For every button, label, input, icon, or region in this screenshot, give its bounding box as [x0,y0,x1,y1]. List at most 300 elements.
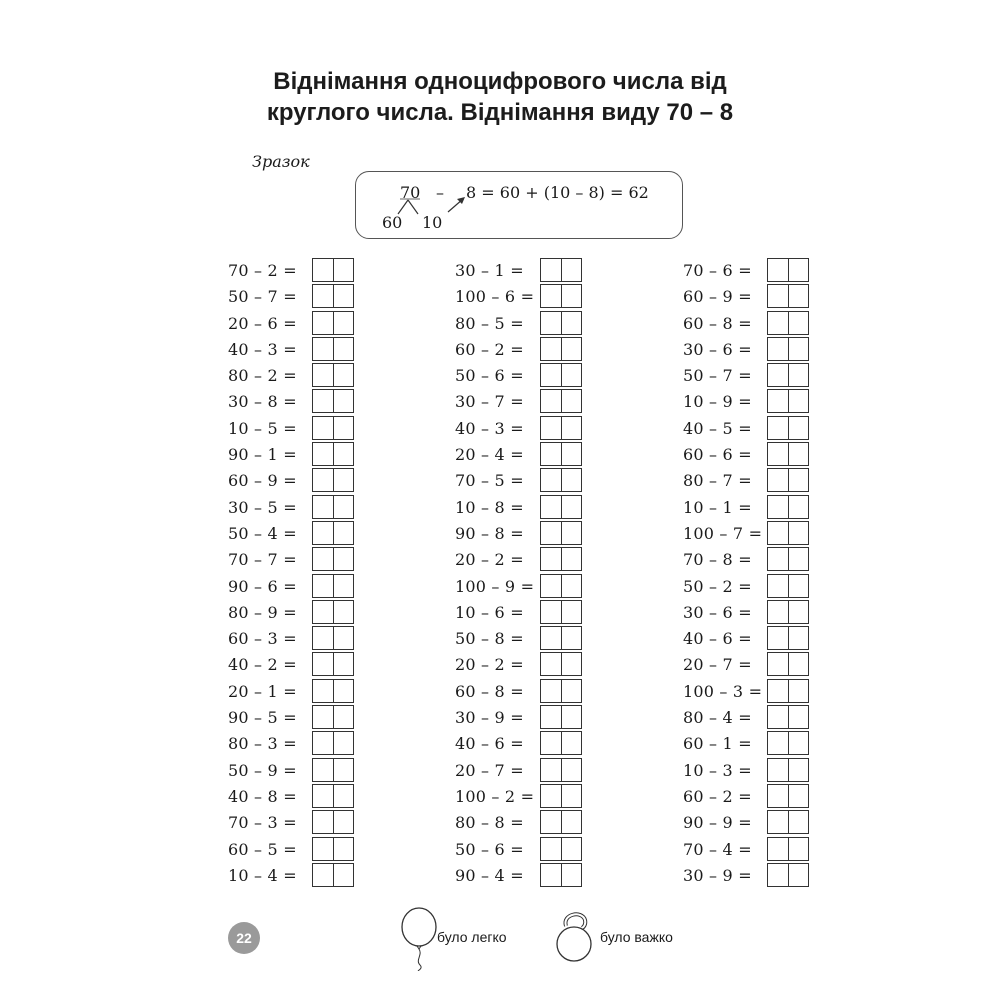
answer-boxes[interactable] [540,416,582,440]
title-line-1: Віднімання одноцифрового числа від [273,68,727,95]
exercise-row [683,495,923,521]
answer-boxes[interactable] [767,389,809,413]
answer-digit-box[interactable] [789,338,809,360]
answer-boxes[interactable] [767,863,809,887]
answer-boxes[interactable] [312,758,354,782]
answer-boxes[interactable] [767,258,809,282]
answer-digit-box[interactable] [334,680,354,702]
exercise-row [683,258,923,284]
exercise-row [683,442,923,468]
answer-boxes[interactable] [540,600,582,624]
answer-digit-box[interactable] [541,417,562,439]
answer-digit-box[interactable] [562,443,582,465]
answer-digit-box[interactable] [541,680,562,702]
answer-digit-box[interactable] [789,811,809,833]
answer-digit-box[interactable] [313,575,334,597]
exercise-expression: 20 – 2 = [455,550,524,570]
exercise-row [228,784,468,810]
answer-digit-box[interactable] [313,469,334,491]
answer-digit-box[interactable] [562,680,582,702]
exercise-row [455,389,695,415]
exercise-expression: 100 – 9 = [455,576,535,596]
answer-digit-box[interactable] [334,785,354,807]
answer-digit-box[interactable] [313,627,334,649]
answer-digit-box[interactable] [768,864,789,886]
answer-digit-box[interactable] [768,285,789,307]
answer-boxes[interactable] [767,521,809,545]
exercise-row [683,547,923,573]
answer-digit-box[interactable] [789,838,809,860]
answer-digit-box[interactable] [562,390,582,412]
answer-digit-box[interactable] [768,548,789,570]
answer-boxes[interactable] [540,363,582,387]
answer-digit-box[interactable] [313,706,334,728]
exercise-row [228,284,468,310]
answer-digit-box[interactable] [562,312,582,334]
answer-digit-box[interactable] [313,259,334,281]
answer-boxes[interactable] [540,521,582,545]
exercise-row [455,363,695,389]
exercise-expression: 60 – 2 = [455,339,524,359]
answer-digit-box[interactable] [541,785,562,807]
answer-digit-box[interactable] [768,338,789,360]
answer-digit-box[interactable] [768,575,789,597]
answer-boxes[interactable] [540,337,582,361]
answer-digit-box[interactable] [789,417,809,439]
answer-digit-box[interactable] [768,627,789,649]
exercise-expression: 70 – 7 = [228,550,297,570]
answer-boxes[interactable] [540,495,582,519]
answer-digit-box[interactable] [541,522,562,544]
answer-boxes[interactable] [312,468,354,492]
answer-boxes[interactable] [767,626,809,650]
answer-boxes[interactable] [312,363,354,387]
answer-boxes[interactable] [312,784,354,808]
answer-digit-box[interactable] [334,864,354,886]
exercise-row [455,679,695,705]
answer-digit-box[interactable] [541,259,562,281]
exercise-row [683,389,923,415]
answer-digit-box[interactable] [562,627,582,649]
answer-digit-box[interactable] [562,338,582,360]
answer-digit-box[interactable] [768,838,789,860]
exercise-row [455,442,695,468]
answer-digit-box[interactable] [334,706,354,728]
exercise-row [228,547,468,573]
answer-digit-box[interactable] [313,601,334,623]
answer-digit-box[interactable] [562,259,582,281]
answer-digit-box[interactable] [562,601,582,623]
answer-digit-box[interactable] [562,785,582,807]
answer-boxes[interactable] [540,626,582,650]
answer-digit-box[interactable] [768,496,789,518]
answer-digit-box[interactable] [768,653,789,675]
sample-minus: – [436,183,444,202]
answer-boxes[interactable] [767,311,809,335]
exercise-expression: 60 – 9 = [683,287,752,307]
answer-digit-box[interactable] [334,338,354,360]
exercise-row [228,705,468,731]
answer-digit-box[interactable] [562,548,582,570]
answer-digit-box[interactable] [768,469,789,491]
answer-digit-box[interactable] [768,312,789,334]
answer-boxes[interactable] [767,600,809,624]
answer-boxes[interactable] [767,468,809,492]
answer-boxes[interactable] [767,363,809,387]
exercise-expression: 50 – 6 = [455,366,524,386]
exercise-expression: 80 – 4 = [683,708,752,728]
answer-digit-box[interactable] [789,601,809,623]
exercise-expression: 40 – 6 = [683,629,752,649]
exercise-row [455,863,695,889]
exercise-row [455,810,695,836]
answer-boxes[interactable] [767,837,809,861]
answer-boxes[interactable] [312,731,354,755]
answer-boxes[interactable] [312,810,354,834]
exercise-expression: 90 – 1 = [228,445,297,465]
sample-box [355,171,683,239]
answer-digit-box[interactable] [313,680,334,702]
answer-digit-box[interactable] [541,759,562,781]
answer-digit-box[interactable] [562,285,582,307]
answer-boxes[interactable] [540,758,582,782]
answer-digit-box[interactable] [789,390,809,412]
answer-digit-box[interactable] [334,522,354,544]
answer-digit-box[interactable] [541,469,562,491]
exercise-row [228,810,468,836]
exercise-row [683,679,923,705]
exercise-expression: 50 – 6 = [455,839,524,859]
answer-digit-box[interactable] [541,653,562,675]
answer-digit-box[interactable] [334,575,354,597]
answer-digit-box[interactable] [313,312,334,334]
answer-digit-box[interactable] [768,259,789,281]
exercise-row [455,416,695,442]
answer-boxes[interactable] [767,574,809,598]
exercise-row [228,626,468,652]
answer-boxes[interactable] [767,705,809,729]
answer-digit-box[interactable] [541,838,562,860]
answer-digit-box[interactable] [541,338,562,360]
answer-boxes[interactable] [767,784,809,808]
exercise-row [228,311,468,337]
exercise-expression: 10 – 3 = [683,760,752,780]
answer-digit-box[interactable] [562,811,582,833]
answer-digit-box[interactable] [334,364,354,386]
answer-boxes[interactable] [540,679,582,703]
answer-digit-box[interactable] [768,680,789,702]
answer-digit-box[interactable] [789,653,809,675]
answer-boxes[interactable] [312,337,354,361]
answer-boxes[interactable] [540,652,582,676]
exercise-row [683,363,923,389]
answer-digit-box[interactable] [313,785,334,807]
exercise-expression: 80 – 9 = [228,602,297,622]
answer-boxes[interactable] [767,337,809,361]
exercise-expression: 20 – 6 = [228,313,297,333]
answer-digit-box[interactable] [789,312,809,334]
exercise-row [683,784,923,810]
answer-digit-box[interactable] [768,759,789,781]
answer-digit-box[interactable] [768,601,789,623]
answer-digit-box[interactable] [541,548,562,570]
answer-boxes[interactable] [767,442,809,466]
answer-boxes[interactable] [540,311,582,335]
answer-digit-box[interactable] [334,601,354,623]
answer-digit-box[interactable] [789,680,809,702]
answer-boxes[interactable] [312,600,354,624]
exercise-row [683,837,923,863]
answer-digit-box[interactable] [562,838,582,860]
exercise-row [455,547,695,573]
answer-boxes[interactable] [540,863,582,887]
answer-digit-box[interactable] [562,732,582,754]
answer-digit-box[interactable] [562,575,582,597]
answer-boxes[interactable] [767,284,809,308]
answer-digit-box[interactable] [562,522,582,544]
answer-boxes[interactable] [540,705,582,729]
answer-digit-box[interactable] [334,417,354,439]
answer-digit-box[interactable] [334,259,354,281]
exercise-row [683,810,923,836]
answer-digit-box[interactable] [789,496,809,518]
answer-digit-box[interactable] [313,364,334,386]
answer-boxes[interactable] [312,626,354,650]
exercise-expression: 70 – 2 = [228,261,297,280]
exercise-row [683,705,923,731]
answer-digit-box[interactable] [789,759,809,781]
exercise-expression: 40 – 8 = [228,786,297,806]
answer-digit-box[interactable] [562,864,582,886]
answer-digit-box[interactable] [313,390,334,412]
answer-digit-box[interactable] [541,285,562,307]
answer-digit-box[interactable] [334,838,354,860]
answer-digit-box[interactable] [313,653,334,675]
exercise-expression: 50 – 7 = [228,287,297,307]
exercise-expression: 30 – 9 = [455,708,524,728]
answer-digit-box[interactable] [789,785,809,807]
answer-digit-box[interactable] [789,864,809,886]
answer-digit-box[interactable] [789,285,809,307]
answer-boxes[interactable] [312,574,354,598]
answer-boxes[interactable] [312,521,354,545]
answer-digit-box[interactable] [562,653,582,675]
answer-digit-box[interactable] [313,548,334,570]
exercise-expression: 100 – 6 = [455,287,535,307]
exercise-row [683,626,923,652]
answer-digit-box[interactable] [541,732,562,754]
exercise-row [683,468,923,494]
answer-digit-box[interactable] [768,443,789,465]
exercise-row [455,284,695,310]
answer-digit-box[interactable] [334,627,354,649]
answer-boxes[interactable] [312,705,354,729]
exercise-column-1 [228,258,468,889]
answer-boxes[interactable] [540,468,582,492]
answer-digit-box[interactable] [313,443,334,465]
answer-digit-box[interactable] [562,496,582,518]
exercise-expression: 80 – 8 = [455,813,524,833]
answer-digit-box[interactable] [541,390,562,412]
answer-boxes[interactable] [767,679,809,703]
answer-digit-box[interactable] [334,548,354,570]
answer-boxes[interactable] [767,810,809,834]
exercise-expression: 30 – 7 = [455,392,524,412]
answer-digit-box[interactable] [541,496,562,518]
answer-digit-box[interactable] [313,338,334,360]
answer-boxes[interactable] [312,284,354,308]
answer-boxes[interactable] [767,652,809,676]
answer-digit-box[interactable] [334,443,354,465]
answer-boxes[interactable] [540,810,582,834]
answer-digit-box[interactable] [768,417,789,439]
exercise-expression: 10 – 5 = [228,418,297,438]
exercise-expression: 60 – 2 = [683,786,752,806]
answer-digit-box[interactable] [313,732,334,754]
answer-boxes[interactable] [540,258,582,282]
answer-boxes[interactable] [312,389,354,413]
answer-digit-box[interactable] [541,575,562,597]
exercise-expression: 100 – 3 = [683,681,763,701]
answer-digit-box[interactable] [334,469,354,491]
answer-digit-box[interactable] [334,759,354,781]
answer-digit-box[interactable] [334,811,354,833]
answer-digit-box[interactable] [768,522,789,544]
answer-boxes[interactable] [312,311,354,335]
answer-digit-box[interactable] [541,443,562,465]
exercise-expression: 30 – 9 = [683,865,752,885]
answer-digit-box[interactable] [541,364,562,386]
answer-boxes[interactable] [767,758,809,782]
answer-digit-box[interactable] [768,390,789,412]
answer-boxes[interactable] [540,837,582,861]
exercise-expression: 60 – 8 = [683,313,752,333]
sample-minuend: 70 [400,183,421,202]
exercise-row [683,521,923,547]
answer-boxes[interactable] [312,837,354,861]
answer-digit-box[interactable] [768,732,789,754]
exercise-row [455,258,695,284]
exercise-expression: 70 – 5 = [455,471,524,491]
answer-digit-box[interactable] [313,811,334,833]
answer-boxes[interactable] [767,731,809,755]
answer-digit-box[interactable] [334,312,354,334]
answer-digit-box[interactable] [334,390,354,412]
answer-digit-box[interactable] [334,285,354,307]
answer-digit-box[interactable] [789,548,809,570]
page-title [200,66,800,128]
answer-digit-box[interactable] [789,732,809,754]
answer-digit-box[interactable] [541,312,562,334]
answer-digit-box[interactable] [562,417,582,439]
answer-digit-box[interactable] [541,627,562,649]
answer-digit-box[interactable] [334,653,354,675]
answer-boxes[interactable] [540,442,582,466]
exercise-expression: 60 – 1 = [683,734,752,754]
answer-digit-box[interactable] [768,785,789,807]
answer-boxes[interactable] [312,258,354,282]
answer-digit-box[interactable] [562,364,582,386]
answer-boxes[interactable] [540,547,582,571]
answer-boxes[interactable] [312,679,354,703]
exercise-row [228,442,468,468]
exercise-row [455,652,695,678]
answer-digit-box[interactable] [313,522,334,544]
exercise-expression: 50 – 9 = [228,760,297,780]
answer-digit-box[interactable] [334,732,354,754]
answer-digit-box[interactable] [789,259,809,281]
answer-digit-box[interactable] [541,706,562,728]
answer-boxes[interactable] [312,863,354,887]
exercise-row [228,416,468,442]
answer-digit-box[interactable] [789,522,809,544]
answer-digit-box[interactable] [768,811,789,833]
answer-digit-box[interactable] [789,706,809,728]
exercise-row [228,389,468,415]
answer-digit-box[interactable] [313,838,334,860]
exercise-row [683,758,923,784]
answer-boxes[interactable] [540,731,582,755]
exercise-row [455,311,695,337]
exercise-expression: 40 – 2 = [228,655,297,675]
answer-digit-box[interactable] [789,627,809,649]
exercise-row [455,337,695,363]
answer-boxes[interactable] [540,284,582,308]
answer-digit-box[interactable] [313,759,334,781]
answer-boxes[interactable] [540,784,582,808]
exercise-expression: 70 – 6 = [683,261,752,280]
answer-digit-box[interactable] [789,443,809,465]
exercise-expression: 70 – 8 = [683,550,752,570]
answer-digit-box[interactable] [313,496,334,518]
answer-boxes[interactable] [540,389,582,413]
answer-digit-box[interactable] [562,759,582,781]
answer-boxes[interactable] [767,495,809,519]
answer-digit-box[interactable] [768,364,789,386]
answer-digit-box[interactable] [313,417,334,439]
exercise-row [455,600,695,626]
answer-boxes[interactable] [312,442,354,466]
answer-boxes[interactable] [312,416,354,440]
kettlebell-icon [552,908,600,964]
sample-split-a: 60 [382,213,403,232]
exercise-expression: 100 – 7 = [683,523,763,543]
answer-digit-box[interactable] [334,496,354,518]
answer-boxes[interactable] [767,547,809,571]
exercise-expression: 20 – 7 = [455,760,524,780]
answer-digit-box[interactable] [789,364,809,386]
answer-digit-box[interactable] [541,811,562,833]
answer-boxes[interactable] [312,547,354,571]
exercise-expression: 30 – 5 = [228,497,297,517]
answer-digit-box[interactable] [313,285,334,307]
answer-boxes[interactable] [767,416,809,440]
answer-digit-box[interactable] [789,469,809,491]
exercise-expression: 40 – 6 = [455,734,524,754]
answer-digit-box[interactable] [562,706,582,728]
exercise-row [228,652,468,678]
answer-boxes[interactable] [312,652,354,676]
answer-digit-box[interactable] [768,706,789,728]
answer-boxes[interactable] [540,574,582,598]
answer-digit-box[interactable] [789,575,809,597]
answer-digit-box[interactable] [541,601,562,623]
answer-digit-box[interactable] [562,469,582,491]
answer-digit-box[interactable] [541,864,562,886]
answer-boxes[interactable] [312,495,354,519]
answer-digit-box[interactable] [313,864,334,886]
exercise-expression: 20 – 2 = [455,655,524,675]
